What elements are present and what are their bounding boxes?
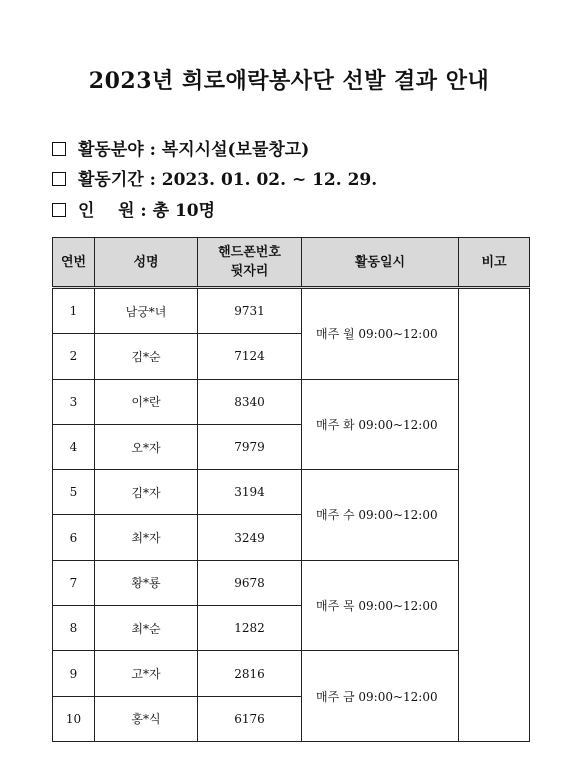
row-phone: 7979: [198, 424, 302, 469]
table-header-row: [53, 238, 530, 288]
row-name: 최*순: [95, 606, 198, 651]
row-no: 9: [53, 651, 95, 696]
table-row: [53, 379, 530, 424]
row-phone: 8340: [198, 379, 302, 424]
document-title: 2023년 희로애락봉사단 선발 결과 안내: [88, 68, 490, 94]
row-no: 2: [53, 334, 95, 379]
header-schedule: 활동일시: [302, 238, 459, 288]
table-row: [53, 470, 530, 515]
row-name: 남궁*녀: [95, 288, 198, 334]
row-no: 3: [53, 379, 95, 424]
row-no: 6: [53, 515, 95, 560]
row-phone: 6176: [198, 696, 302, 741]
row-no: 7: [53, 560, 95, 605]
row-phone: 9678: [198, 560, 302, 605]
row-phone: 3249: [198, 515, 302, 560]
row-name: 김*자: [95, 470, 198, 515]
info-headcount: [52, 201, 215, 221]
row-phone: 1282: [198, 606, 302, 651]
checkbox-square-icon: [52, 203, 66, 217]
info-period-text: 활동기간 : 2023. 01. 02. ~ 12. 29.: [78, 170, 378, 190]
row-name: 고*자: [95, 651, 198, 696]
info-period: [52, 170, 377, 190]
table-row: [53, 560, 530, 605]
info-field: [52, 140, 309, 160]
row-no: 10: [53, 696, 95, 741]
schedule-cell: 매주 금 09:00~12:00: [302, 651, 459, 742]
row-no: 4: [53, 424, 95, 469]
row-name: 오*자: [95, 424, 198, 469]
row-no: 1: [53, 288, 95, 334]
checkbox-square-icon: [52, 142, 66, 156]
row-name: 김*순: [95, 334, 198, 379]
table-row: [53, 288, 530, 334]
schedule-cell: 매주 월 09:00~12:00: [302, 288, 459, 380]
remarks-cell: [459, 288, 530, 742]
header-phone-line1: 핸드폰번호: [218, 245, 281, 260]
row-phone: 2816: [198, 651, 302, 696]
header-no: 연번: [53, 238, 95, 288]
header-phone: [198, 238, 302, 288]
row-phone: 9731: [198, 288, 302, 334]
row-name: 홍*식: [95, 696, 198, 741]
row-phone: 3194: [198, 470, 302, 515]
row-no: 5: [53, 470, 95, 515]
schedule-cell: 매주 목 09:00~12:00: [302, 560, 459, 651]
volunteer-table: [52, 237, 530, 742]
checkbox-square-icon: [52, 172, 66, 186]
row-phone: 7124: [198, 334, 302, 379]
schedule-cell: 매주 수 09:00~12:00: [302, 470, 459, 561]
row-no: 8: [53, 606, 95, 651]
row-name: 황*룡: [95, 560, 198, 605]
table-row: [53, 651, 530, 696]
info-headcount-text: 인 원 : 총 10명: [78, 201, 216, 221]
header-name: 성명: [95, 238, 198, 288]
info-field-text: 활동분야 : 복지시설(보물창고): [78, 140, 310, 160]
row-name: 이*란: [95, 379, 198, 424]
schedule-cell: 매주 화 09:00~12:00: [302, 379, 459, 470]
header-remarks: 비고: [459, 238, 530, 288]
row-name: 최*자: [95, 515, 198, 560]
header-phone-line2: 뒷자리: [230, 264, 269, 279]
